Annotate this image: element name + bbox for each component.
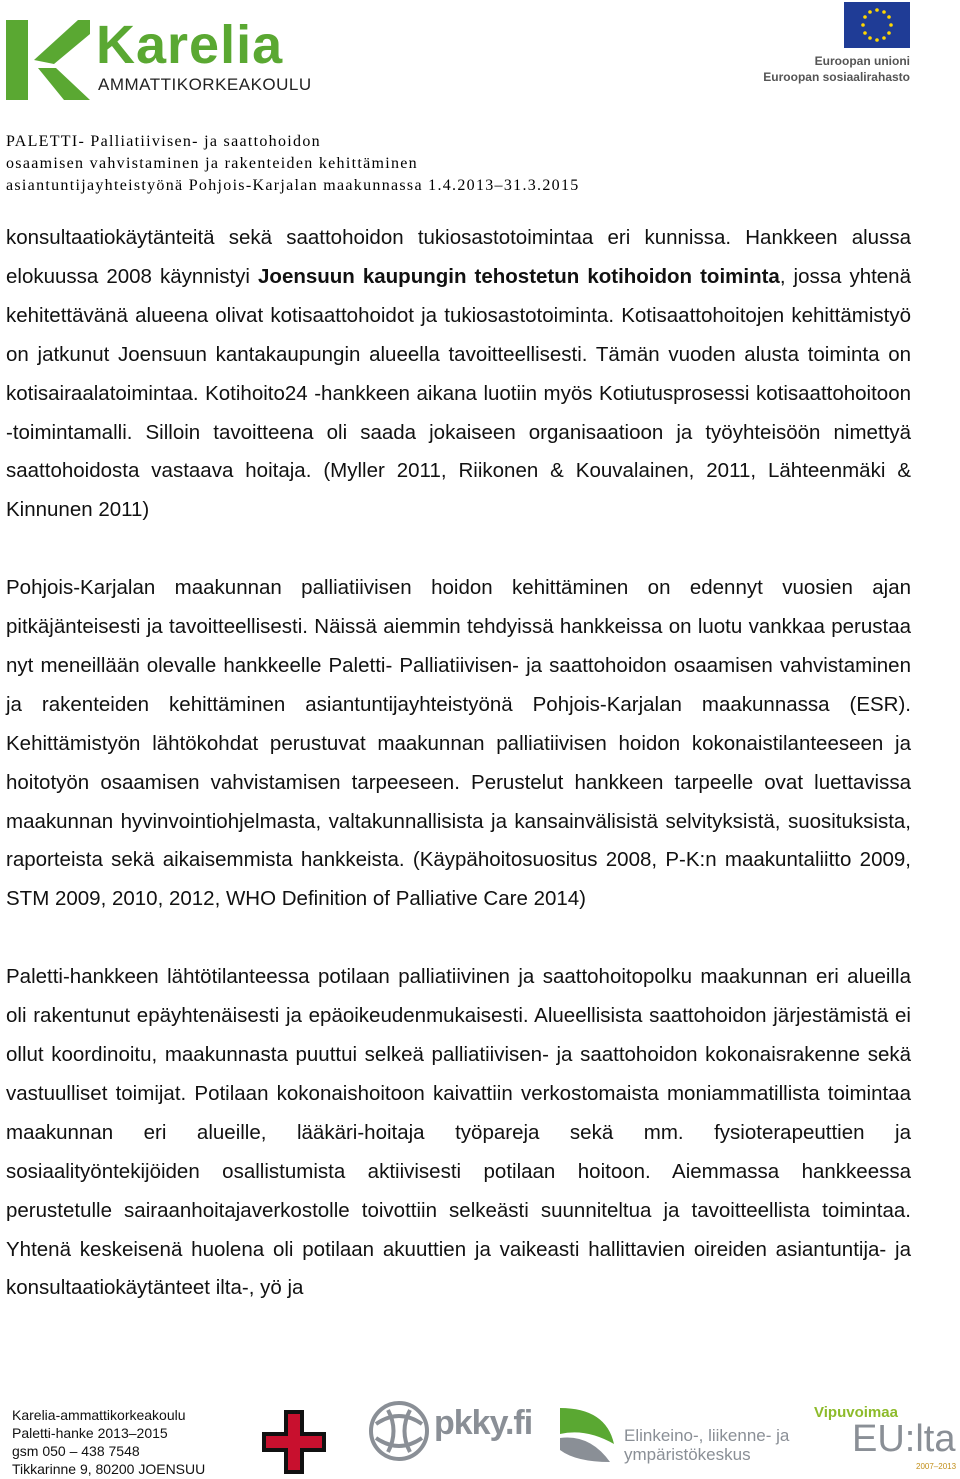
paragraph-1-text-a: konsultaatiokäytänteitä sekä saattohoidon tukiosastotoimintaa eri kunnissa. Hankkeen alussa elokuussa 2008 käynnistyi [6, 226, 911, 288]
paragraph-1 [6, 219, 911, 530]
project-title [6, 131, 580, 197]
pkky-globe-icon [368, 1400, 430, 1462]
paragraph-3: Paletti-hankkeen lähtötilanteessa potilaan palliatiivinen ja saattohoitopolku maakunnan eri alueilla oli rakentunut epäyhtenäisesti ja epäoikeudenmukaisesti. Alueellisista saattohoidon järjestämistä ei ollut koordinoitu, maakunnasta puuttui selkeä palliatiivisen- ja saattohoidon kokonaisrakenne sekä vastuulliset toimijat. Potilaan kokonaishoitoon kaivattiin verkostomaista moniammatillista toimintaa maakunnan eri alueille, lääkäri-hoitaja työpareja sekä mm. fysioterapeuttien ja sosiaalityöntekijöiden osallistumista aktiivisesti potilaan hoitoon. Aiemmassa hankkeessa perustetulle sairaanhoitajaverkostolle toivottiin selkeästi suunniteltua ja tavoitteellista toimintaa. Yhtenä keskeisenä huolena oli potilaan akuuttien ja vaikeasti hallittavien oireiden asiantuntija- ja konsultaatiokäytänteet ilta-, yö ja [6, 965, 911, 1300]
eu-logo [750, 2, 910, 92]
eu-social-fund-label: Euroopan sosiaalirahasto [763, 70, 910, 84]
karelia-k-mark-icon [6, 20, 90, 100]
project-title-line: PALETTI- Palliatiivisen- ja saattohoidon [6, 133, 321, 150]
paragraph-1-bold: Joensuun kaupungin tehostetun kotihoidon toiminta [258, 264, 780, 288]
pkky-logo-text: pkky.fi [434, 1404, 533, 1442]
vipuvoimaa-eu-logo [814, 1404, 960, 1476]
vipuvoimaa-years: 2007–2013 [916, 1462, 957, 1471]
ely-line: Elinkeino-, liikenne- ja [624, 1426, 790, 1445]
pkky-logo [368, 1400, 538, 1470]
footer-line: gsm 050 – 438 7548 [12, 1443, 140, 1459]
page-footer [0, 1400, 960, 1479]
red-cross-logo-icon [262, 1410, 326, 1474]
page-header [0, 0, 960, 200]
ely-leaf-icon [556, 1404, 618, 1466]
paragraph-gap [6, 530, 911, 569]
paragraph-gap [6, 919, 911, 958]
karelia-logo-subtitle: AMMATTIKORKEAKOULU [98, 75, 312, 94]
vipuvoimaa-label: Vipuvoimaa [814, 1404, 898, 1421]
project-title-line: asiantuntijayhteistyönä Pohjois-Karjalan maakunnassa 1.4.2013–31.3.2015 [6, 177, 580, 194]
footer-line: Karelia-ammattikorkeakoulu [12, 1407, 186, 1423]
document-body [6, 219, 911, 1308]
ely-line: ympäristökeskus [624, 1445, 751, 1464]
project-title-line: osaamisen vahvistaminen ja rakenteiden kehittäminen [6, 155, 418, 172]
footer-contact-info [12, 1406, 205, 1478]
ely-centre-name [624, 1426, 789, 1464]
paragraph-2: Pohjois-Karjalan maakunnan palliatiivisen hoidon kehittäminen on edennyt vuosien ajan pitkäjänteisesti ja tavoitteellisesti. Näissä aiemmin tehdyissä hankkeissa on luotu vankkaa perustaa nyt meneillään olevalle hankkeelle Paletti- Palliatiivisen- ja saattohoidon osaamisen vahvistaminen ja rakenteiden kehittäminen asiantuntijayhteistyönä Pohjois-Karjalan maakunnassa (ESR). Kehittämistyön lähtökohdat perustuvat maakunnan palliatiivisen hoidon kokonaistilanteeseen ja hoitotyön osaamisen vahvistamisen tarpeeseen. Perustelut hankkeen tarpeelle ovat luettavissa maakunnan hyvinvointiohjelmasta, valtakunnallisista ja kansainvälisistä selvityksistä, suosituksista, raporteista sekä aikaisemmista hankkeista. (Käypähoitosuositus 2008, P-K:n maakuntaliitto 2009, STM 2009, 2010, 2012, WHO Definition of Palliative Care 2014) [6, 576, 911, 911]
eu-flag-icon [844, 2, 910, 48]
paragraph-1-text-b: , jossa yhtenä kehitettävänä alueena olivat kotisaattohoidot ja tukiosastotoiminta. Kotisaattohoitojen kehittämistyö on jatkunut Joensuun kantakaupungin alueella tavoitteellisesti. Tämän vuoden alusta toiminta on kotisairaalatoimintaa. Kotihoito24 -hankkeen aikana luotiin myös Kotiutusprosessi kotisaattohoitoon -toimintamalli. Silloin tavoitteena oli saada jokaiseen organisaatioon ja työyhteisöön nimettyä saattohoidosta vastaava hoitaja. (Myller 2011, Riikonen & Kouvalainen, 2011, Lähteenmäki & Kinnunen 2011) [6, 264, 911, 522]
footer-line: Tikkarinne 9, 80200 JOENSUU [12, 1461, 206, 1477]
ely-centre-logo [556, 1404, 796, 1468]
karelia-logo-name: Karelia [96, 15, 284, 75]
eu-union-label: Euroopan unioni [814, 54, 910, 68]
eulta-label: EU:lta [852, 1418, 956, 1460]
karelia-logo [6, 15, 312, 104]
footer-line: Paletti-hanke 2013–2015 [12, 1425, 168, 1441]
